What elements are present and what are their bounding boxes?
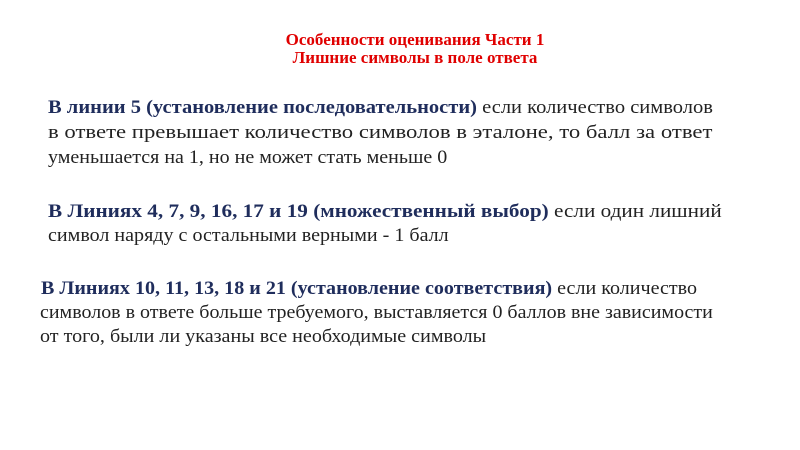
paragraph-text: если количество — [552, 278, 698, 299]
paragraph-text: если один лишний — [548, 201, 722, 222]
paragraph-heading: В Линиях 10, 11, 13, 18 и 21 (установление соответствия) — [41, 278, 553, 299]
slide-title-line-1: Особенности оценивания Части 1 — [285, 30, 545, 49]
paragraph-heading: В Линиях 4, 7, 9, 16, 17 и 19 (множественный выбор) — [48, 201, 549, 222]
paragraph-line: в ответе превышает количество символов в эталоне, то балл за ответ — [48, 122, 713, 143]
paragraph-line: символов в ответе больше требуемого, выставляется 0 баллов вне зависимости — [40, 302, 713, 323]
paragraph-line — [48, 96, 713, 120]
paragraph-heading: В линии 5 (установление последовательности) — [48, 97, 477, 118]
paragraph-line: от того, были ли указаны все необходимые символы — [40, 326, 487, 347]
paragraph-text: если количество символов — [476, 97, 713, 118]
paragraph-line — [41, 277, 697, 301]
slide-title-line-2: Лишние символы в поле ответа — [292, 48, 538, 67]
paragraph-line — [48, 200, 722, 224]
paragraph-line: символ наряду с остальными верными - 1 балл — [48, 225, 449, 246]
paragraph-line: уменьшается на 1, но не может стать меньше 0 — [48, 147, 448, 168]
